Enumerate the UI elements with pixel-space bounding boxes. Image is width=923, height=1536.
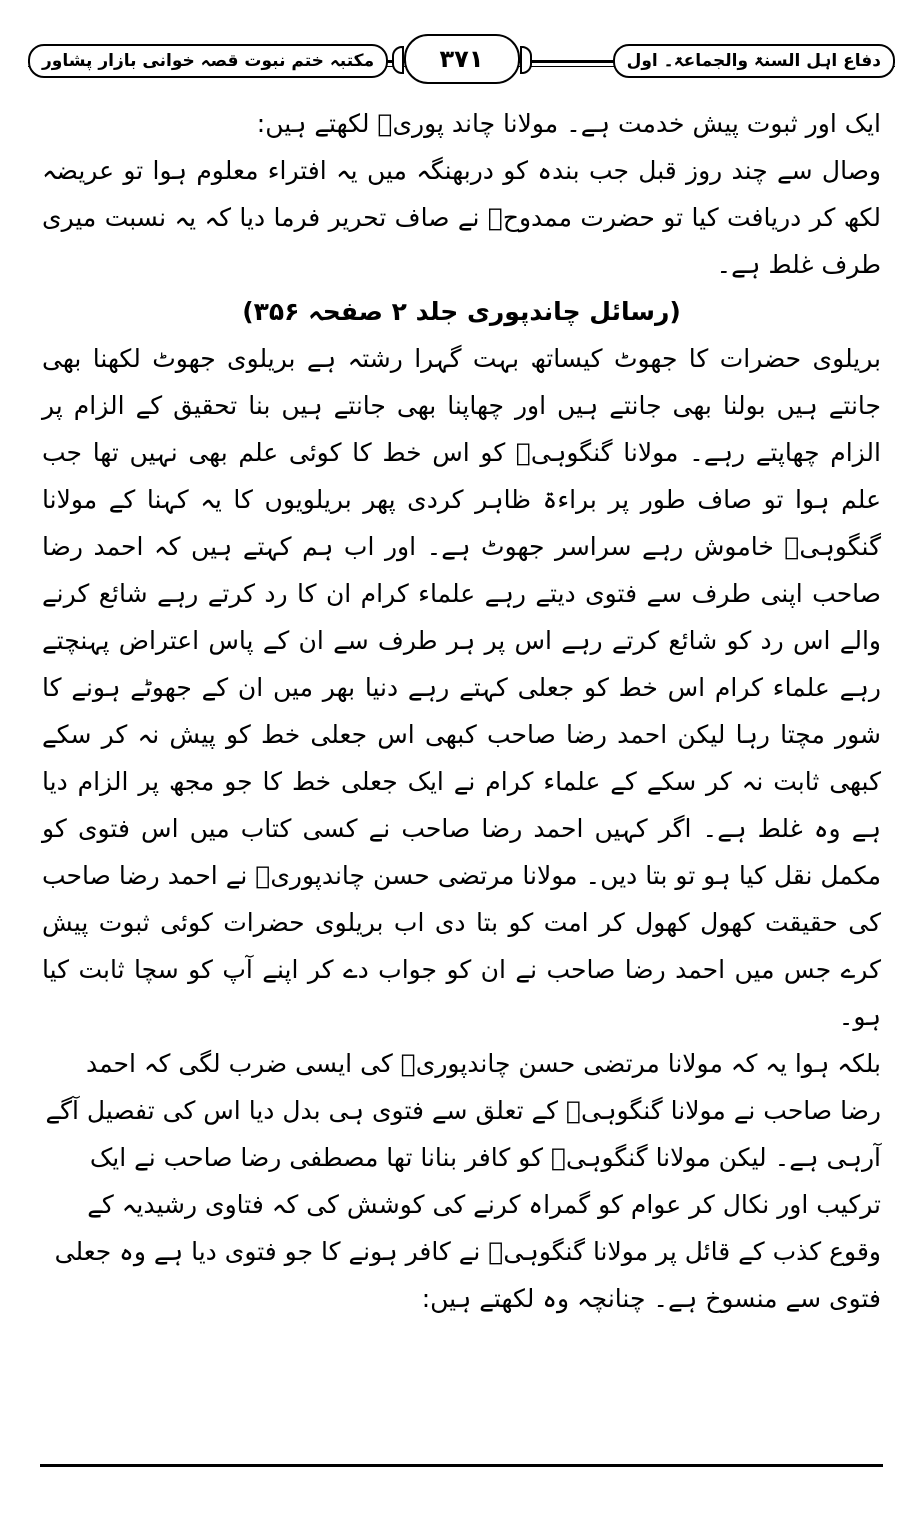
footer-rule (40, 1464, 883, 1467)
page-number: ۳۷۱ (404, 34, 520, 84)
page-header (28, 30, 895, 88)
body-paragraph: بریلوی حضرات کا جھوٹ کیساتھ بہت گہرا رشتہ ہے بریلوی جھوٹ لکھنا بھی جانتے ہیں بولنا بھی جانتے ہیں اور چھاپنا بھی جانتے ہیں بنا تحقیق کے الزام پر الزام چھاپتے رہے۔ مولانا گنگوہیؒ کو اس خط کا کوئی علم بھی نہیں تھا جب علم ہوا تو صاف طور پر براءۃ ظاہر کردی پھر بریلویوں کا یہ کہنا کے مولانا گنگوہیؒ خاموش رہے سراسر جھوٹ ہے۔ اور اب ہم کہتے ہیں کہ احمد رضا صاحب اپنی طرف سے فتوی دیتے رہے علماء کرام ان کا رد کرتے رہے شائع کرنے والے اس رد کو شائع کرتے رہے اس پر ہر طرف سے ان کے پاس اعتراض پہنچتے رہے علماء کرام اس خط کو جعلی کہتے رہے دنیا بھر میں ان کے جھوٹے ہونے کا شور مچتا رہا لیکن احمد رضا صاحب کبھی اس جعلی خط کو پیش نہ کر سکے کبھی ثابت نہ کر سکے کے علماء کرام نے ایک جعلی خط کا جو مجھ پر الزام دیا ہے وہ غلط ہے۔ اگر کہیں احمد رضا صاحب نے کسی کتاب میں اس فتوی کو مکمل نقل کیا ہو تو بتا دیں۔ مولانا مرتضی حسن چاندپوریؒ نے احمد رضا صاحب کی حقیقت کھول کھول کر امت کو بتا دی اب بریلوی حضرات کوئی ثبوت پیش کرے جس میں احمد رضا صاحب نے ان کو جواب دے کر اپنے آپ کو سچا ثابت کیا ہو۔ (42, 344, 881, 1031)
closing-paragraph: بلکہ ہوا یہ کہ مولانا مرتضی حسن چاندپوریؒ کی ایسی ضرب لگی کہ احمد رضا صاحب نے مولانا گنگوہیؒ کے تعلق سے فتوی ہی بدل دیا اس کی تفصیل آگے آرہی ہے۔ لیکن مولانا گنگوہیؒ کو کافر بنانا تھا مصطفی رضا صاحب نے ایک ترکیب اور نکال کر عوام کو گمراہ کرنے کی کوشش کی کہ فتاوی رشیدیہ کے وقوع کذب کے قائل پر مولانا گنگوہیؒ نے کافر ہونے کا جو فتوی دیا ہے وہ جعلی فتوی سے منسوخ ہے۔ چنانچہ وہ لکھتے ہیں: (45, 1049, 881, 1313)
intro-paragraph: ایک اور ثبوت پیش خدمت ہے۔ مولانا چاند پوریؒ لکھتے ہیں: (256, 109, 881, 138)
citation: (رسائل چاندپوری جلد ۲ صفحہ ۳۵۶) (242, 297, 681, 326)
quote-paragraph: وصال سے چند روز قبل جب بندہ کو دربھنگہ میں یہ افتراء معلوم ہوا تو عریضہ لکھ کر دریافت کیا تو حضرت ممدوحؒ نے صاف تحریر فرما دیا کہ یہ نسبت میری طرف غلط ہے۔ (42, 156, 881, 279)
publisher-name: مکتبہ ختم نبوت قصہ خوانی بازار پشاور (28, 44, 388, 78)
book-title: دفاع اہل السنۃ والجماعۃ۔ اول (613, 44, 895, 78)
page-body (42, 100, 881, 1322)
